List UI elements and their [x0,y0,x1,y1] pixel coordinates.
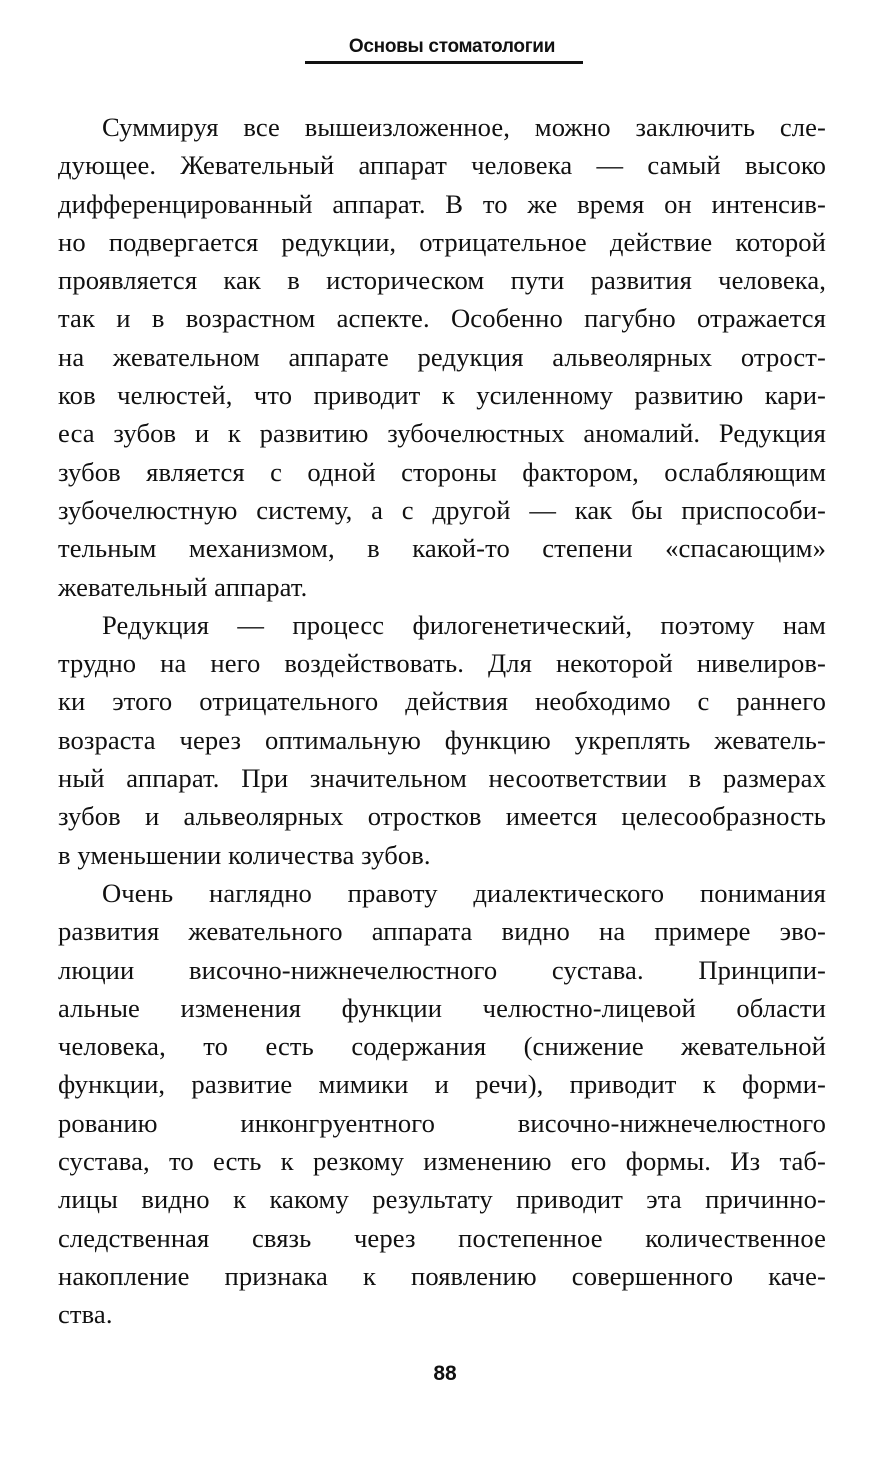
text-line: зубов и альвеолярных отростков имеется целесообразность [58,801,826,832]
text-line: трудно на него воздействовать. Для некоторой нивелиров- [58,648,826,679]
text-line: ный аппарат. При значительном несоответствии в размерах [58,763,826,794]
text-line: дующее. Жевательный аппарат человека — самый высоко [58,150,826,181]
paragraph-3 [58,874,826,1334]
text-line: накопление признака к появлению совершенного каче- [58,1260,826,1291]
text-line: возраста через оптимальную функцию укреплять жеватель- [58,724,826,755]
running-header [0,36,874,64]
text-line: ков челюстей, что приводит к усиленному развитию кари- [58,380,826,411]
text-line: функции, развитие мимики и речи), приводит к форми- [58,1069,826,1100]
text-line: альные изменения функции челюстно-лицевой области [58,992,826,1023]
text-line: Редукция — процесс филогенетический, поэтому нам [102,609,826,640]
page-number: 88 [433,1362,457,1385]
text-line: развития жевательного аппарата видно на примере эво- [58,916,826,947]
text-line: на жевательном аппарате редукция альвеолярных отрост- [58,341,826,372]
text-line: ки этого отрицательного действия необходимо с раннего [58,686,826,717]
text-line: следственная связь через постепенное количественное [58,1222,826,1253]
text-line: сустава, то есть к резкому изменению его формы. Из таб- [58,1146,826,1177]
text-line: жевательный аппарат. [58,571,308,602]
text-line: но подвергается редукции, отрицательное действие которой [58,226,826,257]
text-line: еса зубов и к развитию зубочелюстных аномалий. Редукция [58,418,826,449]
paragraph-1 [58,108,826,606]
paragraph-2 [58,606,826,874]
text-line: человека, то есть содержания (снижение жевательной [58,1031,826,1062]
text-line: Очень наглядно правоту диалектического понимания [102,877,826,908]
text-line: Суммируя все вышеизложенное, можно заключить сле- [102,112,826,142]
text-line: ства. [58,1299,113,1330]
text-line: зубов является с одной стороны фактором, ослабляющим [58,456,826,487]
running-title: Основы стоматологии [305,36,583,64]
text-line: зубочелюстную систему, а с другой — как бы приспособи- [58,494,826,525]
text-line: проявляется как в историческом пути развития человека, [58,265,826,296]
text-line: люции височно-нижнечелюстного сустава. Принципи- [58,954,826,985]
text-line: так и в возрастном аспекте. Особенно пагубно отражается [58,303,826,334]
text-line: лицы видно к какому результату приводит эта причинно- [58,1184,826,1215]
text-line: тельным механизмом, в какой-то степени «спасающим» [58,533,826,564]
text-line: в уменьшении количества зубов. [58,839,431,870]
text-line: дифференцированный аппарат. В то же время он интенсив- [58,188,826,219]
body-text [58,108,826,1334]
text-line: рованию инконгруентного височно-нижнечелюстного [58,1107,826,1138]
